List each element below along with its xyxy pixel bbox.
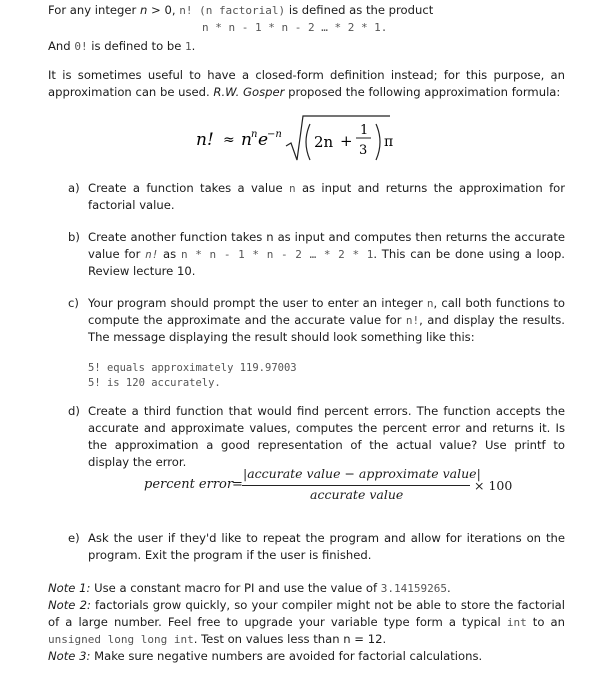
zero-factorial-line <box>48 39 195 53</box>
item-label: e) <box>68 531 80 545</box>
item-code: n! <box>405 314 420 327</box>
note-text: . Test on values less than n = 12. <box>193 632 387 646</box>
item-code: n <box>288 182 296 195</box>
sample-output <box>88 361 297 391</box>
item-b <box>68 229 565 280</box>
formula-den: 3 <box>359 143 368 158</box>
intro-var: n <box>140 3 148 17</box>
error-numerator: |accurate value − approximate value| <box>243 466 481 481</box>
output-line: 5! is 120 accurately. <box>88 377 221 389</box>
note-text: Make sure negative numbers are avoided for factorial calculations. <box>90 649 483 663</box>
formula-plus: + <box>340 132 353 150</box>
intro-code: 0! <box>74 40 88 53</box>
error-lhs: percent error <box>144 477 234 492</box>
item-a <box>68 180 566 214</box>
item-code: n <box>426 297 434 310</box>
error-equals: = <box>232 477 243 492</box>
note-code: unsigned long long int <box>48 633 194 646</box>
note-code: int <box>506 616 527 629</box>
item-c <box>68 295 565 346</box>
item-text: . This can be done using a loop. Review lecture 10. <box>88 247 565 278</box>
gosper-paragraph <box>48 67 565 101</box>
author-name: R.W. Gosper <box>213 85 285 99</box>
note-text: to an <box>526 615 565 629</box>
intro-text: And <box>48 39 75 53</box>
formula-num: 1 <box>360 123 369 138</box>
right-paren <box>376 124 380 160</box>
item-text: Your program should prompt the user to enter an integer <box>88 296 427 310</box>
formula-pi: π <box>384 134 394 150</box>
item-code: n! <box>145 248 159 261</box>
note-text: . <box>446 581 451 595</box>
note-3 <box>48 648 565 665</box>
item-text: Ask the user if they'd like to repeat the program and allow for iterations on the program. Exit the program if the user is finished. <box>88 531 565 562</box>
item-label: a) <box>68 181 80 195</box>
item-label: c) <box>68 296 79 310</box>
error-times: × 100 <box>474 478 513 493</box>
percent-error-formula <box>140 465 520 507</box>
output-line: 5! equals approximately 119.97003 <box>88 362 297 374</box>
paragraph-text: proposed the following approximation formula: <box>284 85 561 99</box>
intro-text: . <box>191 39 196 53</box>
note-label: Note 2: <box>48 598 91 612</box>
item-text: , call both functions to compute the approximate and the accurate value for <box>88 296 565 327</box>
formula-lhs: n! <box>196 130 214 150</box>
intro-text: is defined to be <box>87 39 186 53</box>
note-text: Use a constant macro for PI and use the value of <box>90 581 381 595</box>
left-paren <box>306 124 310 160</box>
error-fraction-bar <box>242 485 470 486</box>
item-text: Create a third function that would find percent errors. The function accepts the accurate and approximate values, computes the percent error and returns it. Is the approximation a good representation of the actual value? Use printf to display the error. <box>88 404 565 469</box>
notes <box>48 580 565 665</box>
formula-2n: 2n <box>314 133 334 151</box>
formula-approx: ≈ <box>223 132 235 148</box>
item-text: Create a function takes a value <box>88 181 289 195</box>
intro-text: For any integer <box>48 3 140 17</box>
intro-code: 1 <box>185 40 192 53</box>
intro-line <box>48 3 578 17</box>
note-label: Note 3: <box>48 649 91 663</box>
formula-exp1: n <box>251 129 258 140</box>
formula-exp2: −n <box>267 129 282 140</box>
note-1 <box>48 580 565 597</box>
item-text: as input and returns the approximation for factorial value. <box>88 181 566 212</box>
sqrt-sign <box>286 116 390 160</box>
gosper-formula <box>190 112 430 164</box>
error-denominator: accurate value <box>310 487 404 502</box>
item-code: n * n - 1 * n - 2 … * 2 * 1 <box>180 248 374 261</box>
paragraph-text: It is sometimes useful to have a closed-form definition instead; for this purpose, an approximation can be used. <box>48 68 565 99</box>
intro-text: > 0, <box>147 3 180 17</box>
item-label: b) <box>68 230 80 244</box>
note-2 <box>48 597 565 648</box>
item-text: Create another function takes n as input and computes then returns the accurate value for <box>88 230 565 261</box>
item-e <box>68 530 565 564</box>
note-text: factorials grow quickly, so your compiler might not be able to store the factorial of a large number. Feel free to upgrade your variable type form a typical <box>48 598 565 629</box>
note-code: 3.14159265 <box>380 582 447 595</box>
note-label: Note 1: <box>48 581 91 595</box>
formula-e: e <box>258 130 269 150</box>
intro-code: n! (n factorial) <box>179 4 286 17</box>
formula-base: n <box>241 130 252 150</box>
item-text: , and display the results. The message displaying the result should look something like this: <box>88 313 565 344</box>
item-text: as <box>158 247 181 261</box>
item-label: d) <box>68 404 80 418</box>
intro-text: is defined as the product <box>285 3 434 17</box>
product-definition: n * n - 1 * n - 2 … * 2 * 1. <box>202 21 388 34</box>
item-d <box>68 403 565 471</box>
